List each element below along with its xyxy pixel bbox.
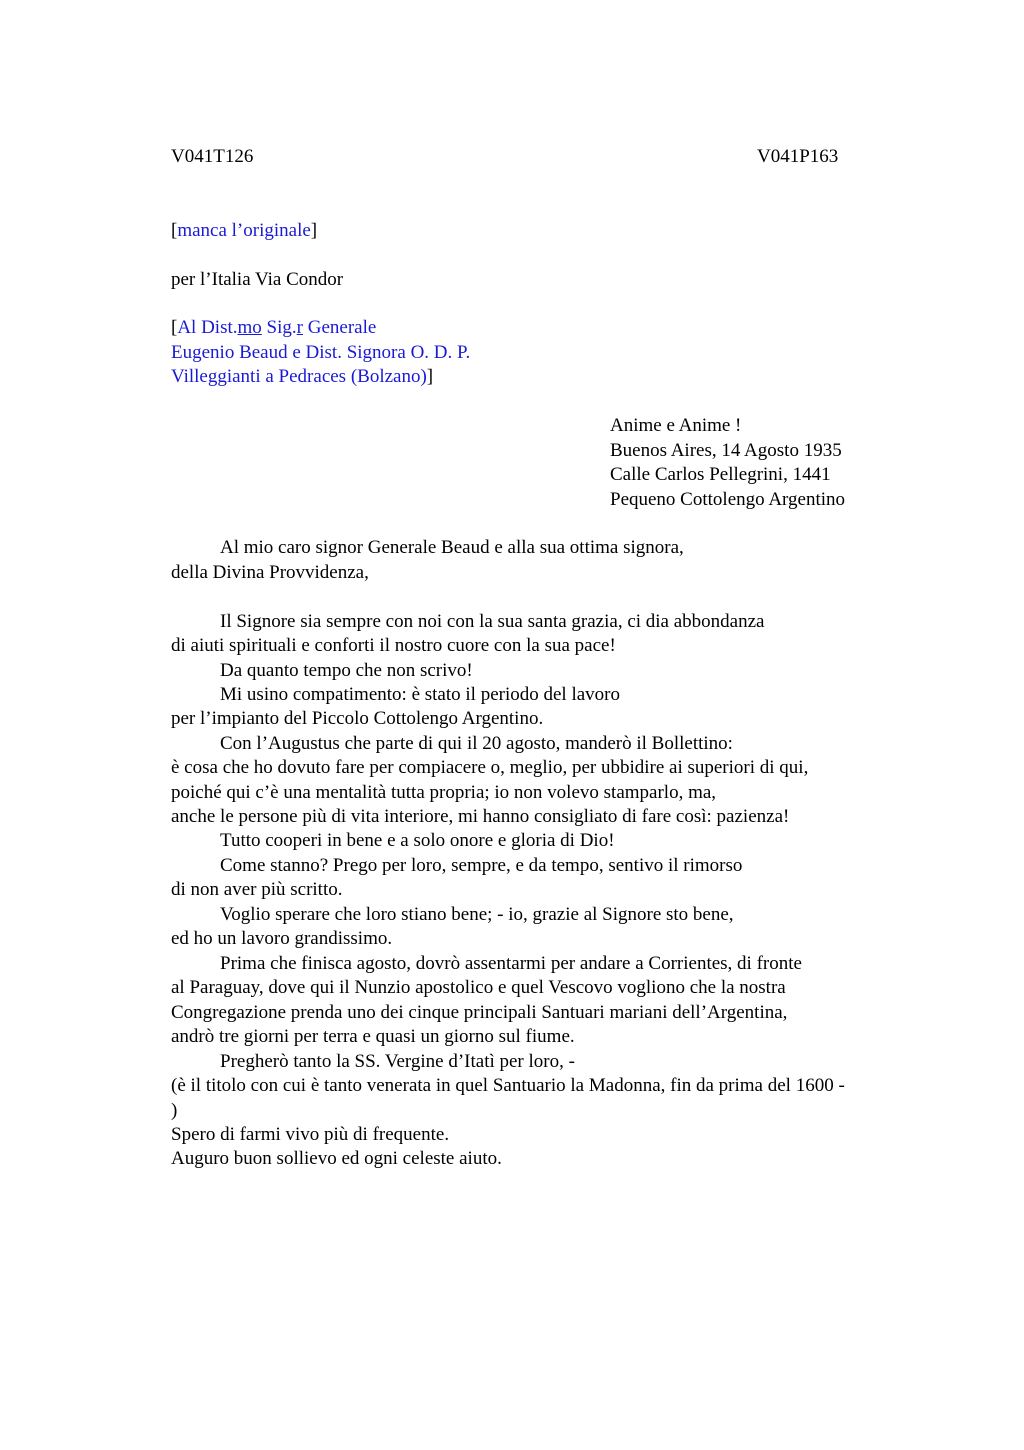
address-text: Generale	[302, 317, 377, 338]
sender-line: Calle Carlos Pellegrini, 1441	[610, 464, 831, 485]
body-line: al Paraguay, dove qui il Nunzio apostolico e quel Vescovo vogliono che la nostra	[171, 977, 786, 998]
body-line: ed ho un lavoro grandissimo.	[171, 928, 393, 949]
address-text: Villeggianti a Pedraces (Bolzano)	[171, 366, 427, 387]
body-line: Congregazione prenda uno dei cinque principali Santuari mariani dell’Argentina,	[171, 1002, 788, 1023]
address-bracket-open: [	[171, 317, 178, 338]
greeting-line: Al mio caro signor Generale Beaud e alla sua ottima signora,	[220, 537, 684, 558]
body-line: Con l’Augustus che parte di qui il 20 agosto, manderò il Bollettino:	[220, 733, 733, 754]
body-line: poiché qui c’è una mentalità tutta propria; io non volevo stamparlo, ma,	[171, 782, 717, 803]
note-text: manca l’originale	[177, 220, 311, 241]
body-line: Voglio sperare che loro stiano bene; - io, grazie al Signore sto bene,	[220, 904, 734, 925]
body-line: Prima che finisca agosto, dovrò assentarmi per andare a Corrientes, di fronte	[220, 953, 802, 974]
body-line: Tutto cooperi in bene e a solo onore e gloria di Dio!	[220, 830, 615, 851]
address-line-3	[171, 366, 433, 388]
address-line-1	[171, 317, 376, 339]
editorial-note	[171, 220, 317, 242]
sender-line: Buenos Aires, 14 Agosto 1935	[610, 440, 842, 461]
body-line: Il Signore sia sempre con noi con la sua santa grazia, ci dia abbondanza	[220, 611, 765, 632]
body-line: Da quanto tempo che non scrivo!	[220, 660, 473, 681]
body-line: per l’impianto del Piccolo Cottolengo Argentino.	[171, 708, 544, 729]
document-code-right: V041P163	[757, 146, 839, 167]
body-line: Come stanno? Prego per loro, sempre, e da tempo, sentivo il rimorso	[220, 855, 743, 876]
body-line: )	[171, 1100, 178, 1121]
address-text: Sig.	[261, 317, 297, 338]
address-text: Al Dist.	[177, 317, 238, 338]
mail-route: per l’Italia Via Condor	[171, 269, 344, 290]
sender-line: Anime e Anime !	[610, 415, 742, 436]
sender-line: Pequeno Cottolengo Argentino	[610, 489, 846, 510]
body-line: andrò tre giorni per terra e quasi un giorno sul fiume.	[171, 1026, 575, 1047]
note-bracket-close: ]	[310, 220, 318, 241]
body-line: (è il titolo con cui è tanto venerata in quel Santuario la Madonna, fin da prima del 1600 -	[171, 1075, 845, 1096]
body-line: di aiuti spirituali e conforti il nostro cuore con la sua pace!	[171, 635, 616, 656]
body-line: Auguro buon sollievo ed ogni celeste aiuto.	[171, 1148, 502, 1169]
body-line: anche le persone più di vita interiore, mi hanno consigliato di fare così: pazienza!	[171, 806, 790, 827]
greeting-line: della Divina Provvidenza,	[171, 562, 369, 583]
document-code-left: V041T126	[171, 146, 254, 167]
body-line: è cosa che ho dovuto fare per compiacere o, meglio, per ubbidire ai superiori di qui,	[171, 757, 809, 778]
address-line-2: Eugenio Beaud e Dist. Signora O. D. P.	[171, 342, 471, 363]
body-line: di non aver più scritto.	[171, 879, 343, 900]
address-superscript-mo: mo	[237, 317, 262, 338]
body-line: Mi usino compatimento: è stato il periodo del lavoro	[220, 684, 620, 705]
body-line: Spero di farmi vivo più di frequente.	[171, 1124, 450, 1145]
body-line: Pregherò tanto la SS. Vergine d’Itatì per loro, -	[220, 1051, 575, 1072]
note-bracket-open: [	[171, 220, 178, 241]
address-superscript-r: r	[296, 317, 303, 338]
address-bracket-close: ]	[426, 366, 434, 387]
